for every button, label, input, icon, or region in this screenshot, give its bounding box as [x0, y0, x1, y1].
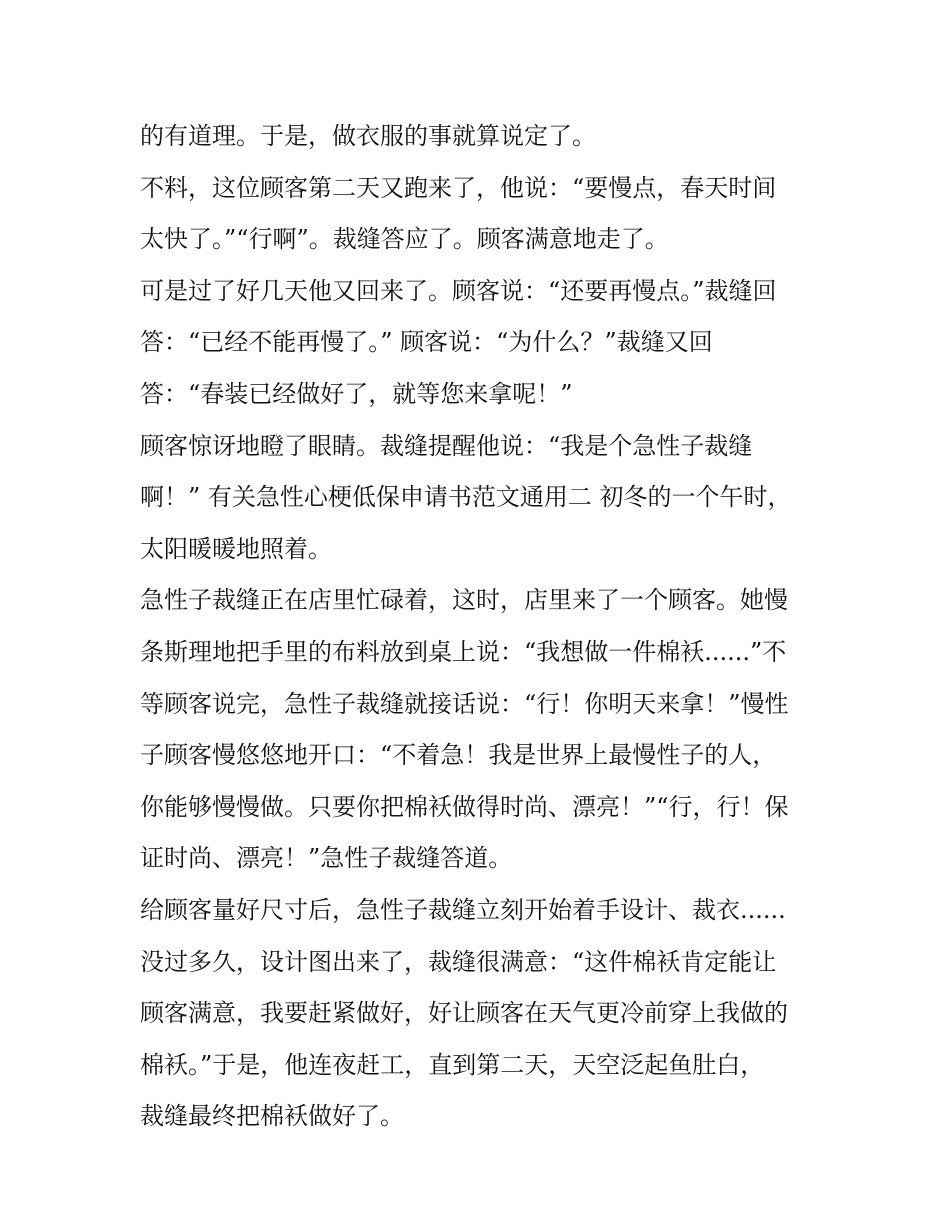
- document-body: [140, 111, 820, 1143]
- text-line: 急性子裁缝正在店里忙碌着，这时，店里来了一个顾客。她慢: [140, 586, 788, 615]
- text-line: 证时尚、漂亮！”急性子裁缝答道。: [140, 844, 513, 873]
- text-line: 顾客惊讶地瞪了眼睛。裁缝提醒他说：“我是个急性子裁缝: [140, 431, 753, 460]
- text-line: 太快了。”“行啊”。裁缝答应了。顾客满意地走了。: [140, 225, 669, 254]
- text-line: 等顾客说完，急性子裁缝就接话说：“行！你明天来拿！”慢性: [140, 689, 789, 718]
- text-line: 不料，这位顾客第二天又跑来了，他说：“要慢点，春天时间: [140, 173, 777, 202]
- text-line: 可是过了好几天他又回来了。顾客说：“还要再慢点。”裁缝回: [140, 276, 777, 305]
- text-line: 子顾客慢悠悠地开口：“不着急！我是世界上最慢性子的人，: [140, 741, 777, 770]
- text-line: 给顾客量好尺寸后，急性子裁缝立刻开始着手设计、裁衣......: [140, 895, 786, 924]
- text-line: 条斯理地把手里的布料放到桌上说：“我想做一件棉袄......”不: [140, 637, 787, 666]
- text-line: 没过多久，设计图出来了，裁缝很满意：“这件棉袄肯定能让: [140, 947, 777, 976]
- text-line: 答：“已经不能再慢了。” 顾客说：“为什么？”裁缝又回: [140, 328, 713, 357]
- text-line: 的有道理。于是，做衣服的事就算说定了。: [140, 122, 596, 150]
- text-line: 太阳暖暖地照着。: [140, 534, 332, 563]
- text-line: 啊！” 有关急性心梗低保申请书范文通用二 初冬的一个午时，: [140, 483, 792, 512]
- text-line: 你能够慢慢做。只要你把棉袄做得时尚、漂亮！”“行，行！保: [140, 792, 789, 821]
- text-line: 顾客满意，我要赶紧做好，好让顾客在天气更冷前穿上我做的: [140, 999, 788, 1028]
- text-line: 棉袄。”于是，他连夜赶工，直到第二天，天空泛起鱼肚白，: [140, 1050, 765, 1079]
- text-line: 裁缝最终把棉袄做好了。: [140, 1102, 404, 1131]
- text-line: 答：“春装已经做好了，就等您来拿呢！”: [140, 379, 573, 408]
